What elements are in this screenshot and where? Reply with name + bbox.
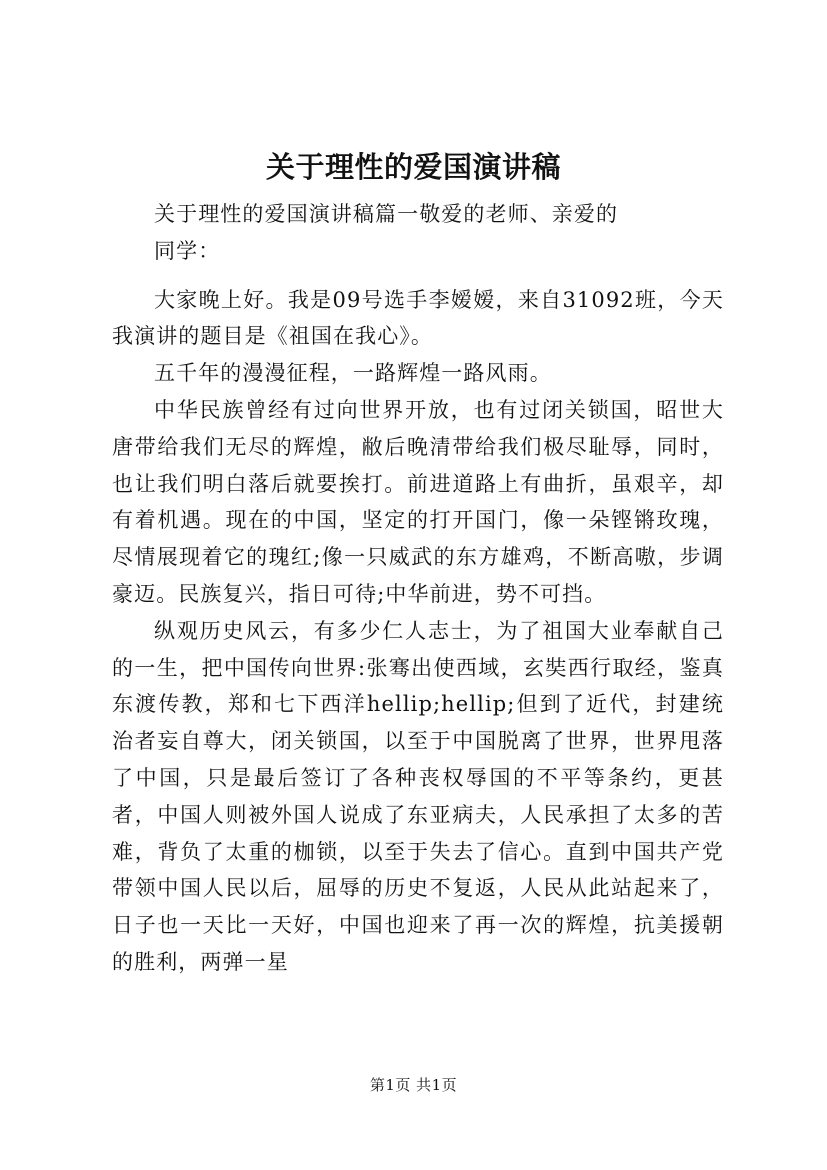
paragraph-opening: 大家晚上好。我是09号选手李嫒嫒，来自31092班，今天我演讲的题目是《祖国在我心》。 [112, 287, 724, 349]
paragraph-nation: 中华民族曾经有过向世界开放，也有过闭关锁国，昭世大唐带给我们无尽的辉煌，敝后晚清带给我们极尽耻辱，同时，也让我们明白落后就要挨打。前进道路上有曲折，虽艰辛，却有着机遇。现在的中国，坚定的打开国门，像一朵铿锵玫瑰，尽情展现着它的瑰红;像一只威武的东方雄鸡，不断高嗷，步调豪迈。民族复兴，指日可待;中华前进，势不可挡。 [112, 397, 724, 606]
paragraph-history-review: 纵观历史风云，有多少仁人志士，为了祖国大业奉献自己的一生，把中国传向世界:张骞出使西域，玄奘西行取经，鉴真东渡传教，郑和七下西洋hellip;hellip;但到了近代，封建统治者妄自尊大，闭关锁国，以至于中国脱离了世界，世界甩落了中国，只是最后签订了各种丧权辱国的不平等条约，更甚者，中国人则被外国人说成了东亚病夫，人民承担了太多的苦难，背负了太重的枷锁，以至于失去了信心。直到中国共产党带领中国人民以后，屈辱的历史不复返，人民从此站起来了，日子也一天比一天好，中国也迎来了再一次的辉煌，抗美援朝的胜利，两弹一星 [112, 618, 724, 974]
document-title: 关于理性的爱国演讲稿 [265, 150, 561, 184]
paragraph-intro: 关于理性的爱国演讲稿篇一敬爱的老师、亲爱的 [154, 202, 619, 226]
paragraph-history-line: 五千年的漫漫征程，一路辉煌一路风雨。 [154, 361, 552, 386]
document-body [112, 196, 724, 981]
paragraph-greeting: 同学： [154, 238, 221, 263]
page-footer: 第1页 共1页 [369, 1076, 458, 1094]
